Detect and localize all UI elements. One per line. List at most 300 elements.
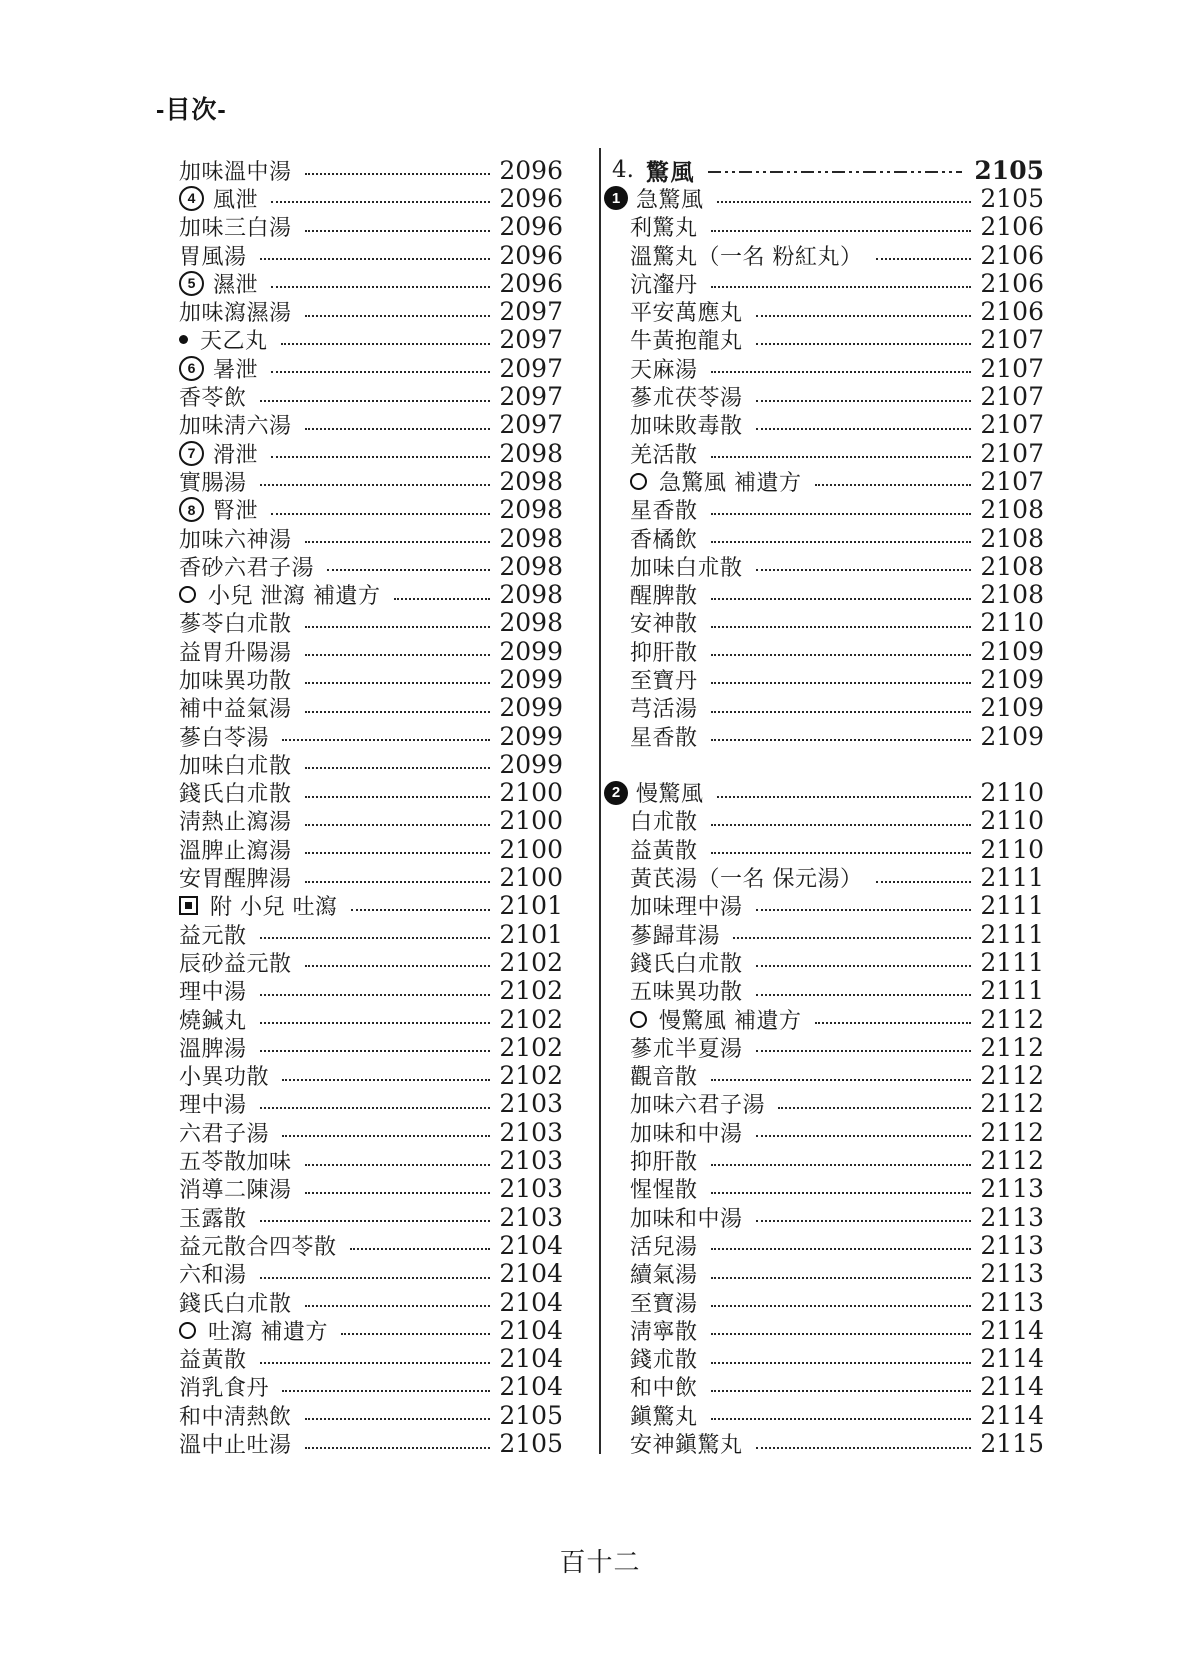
entry-title: 加味異功散 [179,669,292,694]
page-number: 2112 [980,1089,1044,1119]
toc-entry [179,269,563,297]
page-number: 2114 [980,1372,1044,1402]
entry-title: 加味白朮散 [179,753,292,779]
dot-leader [305,1164,491,1166]
section-page-number: 2105 [974,155,1044,185]
page-number: 2110 [980,778,1044,808]
page-number: 2107 [980,466,1044,496]
dot-leader [711,739,972,741]
toc-entry [179,213,563,241]
toc-entry [604,1288,1044,1316]
page-number: 2106 [980,212,1044,242]
entry-title: 加味敗毒散 [630,414,743,440]
ring-icon [630,1011,647,1028]
page-number: 2104 [499,1344,563,1374]
page-number: 2108 [980,551,1044,581]
toc-entry [604,552,1044,580]
page-number: 2102 [499,976,563,1006]
page-number: 2096 [499,183,563,213]
dot-leader [305,230,491,232]
entry-title: 消乳食丹 [179,1376,270,1402]
toc-entry [179,580,563,608]
entry-title: 加味淸六湯 [179,414,292,440]
square-icon [179,896,198,915]
entry-title: 理中湯 [179,980,247,1006]
entry-title: 平安萬應丸 [630,301,743,327]
toc-entry [179,524,563,552]
page-number: 2100 [499,778,563,808]
dot-leader [305,965,491,967]
page-number: 2104 [499,1259,563,1289]
dot-leader [756,400,972,402]
dot-leader [282,739,490,741]
page-number: 2108 [980,523,1044,553]
entry-title: 錢氏白朮散 [179,1291,292,1317]
dot-leader [260,1220,491,1222]
page-number: 2099 [499,665,563,694]
entry-title: 加味六神湯 [179,527,292,553]
entry-title: 慢驚風 [636,782,704,808]
page-number: 2104 [499,1372,563,1402]
page-number: 2114 [980,1315,1044,1345]
toc-entry [604,467,1044,495]
dot-leader [351,909,491,911]
entry-title: 加味六君子湯 [630,1093,766,1119]
entry-title: 吐瀉 補遺方 [208,1319,328,1345]
circled-number-icon: 7 [179,441,204,466]
dot-leader [717,201,972,203]
page-number: 2098 [499,523,563,553]
folio-page-number: 百十二 [559,1548,641,1578]
dot-leader [305,1305,491,1307]
entry-title: 溫脾湯 [179,1036,247,1062]
page-number: 2099 [499,693,563,723]
dot-leader [711,824,972,826]
entry-title: 蔘苓白朮散 [179,612,292,638]
toc-entry [604,977,1044,1005]
dot-leader [271,456,490,458]
dot-leader [756,1447,972,1449]
ring-icon [179,1322,196,1339]
page-number: 2109 [980,693,1044,723]
page-number: 2102 [499,1004,563,1034]
toc-entry [179,1175,563,1203]
toc-entry [604,1373,1044,1401]
page-number: 2103 [499,1174,563,1204]
entry-title: 六和湯 [179,1263,247,1289]
dot-leader [711,1164,972,1166]
toc-entry [604,411,1044,439]
dot-leader [260,1022,491,1024]
page-number: 2106 [980,268,1044,298]
toc-entry [604,807,1044,835]
entry-title: 五苓散加味 [179,1150,292,1176]
page-number: 2111 [980,976,1044,1006]
dot-leader [281,343,491,345]
entry-title: 加味理中湯 [630,895,743,921]
dot-leader [711,1192,972,1194]
entry-title: 暑泄 [213,357,259,383]
toc-entry [179,1401,563,1429]
toc-entry [179,722,563,750]
page-number: 2097 [499,325,563,355]
dot-leader [711,1248,972,1250]
dot-leader [271,286,490,288]
dot-leader [282,1135,490,1137]
dot-leader [815,1022,972,1024]
toc-entry [179,920,563,948]
dot-leader [260,1362,491,1364]
entry-title: 天乙丸 [200,329,268,355]
dot-leader [756,428,972,430]
dot-leader [733,937,971,939]
toc-entry [179,835,563,863]
page-number: 2099 [499,749,563,779]
page-number: 2101 [499,919,563,949]
toc-right-column [604,156,1044,1458]
toc-entry [604,1118,1044,1146]
entry-title: 香苓飲 [179,386,247,412]
page-number: 2097 [499,410,563,440]
page-number: 2115 [980,1429,1044,1459]
dot-leader [711,541,972,543]
toc-entry [604,835,1044,863]
entry-title: 加味和中湯 [630,1206,743,1232]
ring-icon [630,473,647,490]
entry-title: 附 小兒 吐瀉 [210,895,338,921]
dot-leader [305,626,491,628]
entry-title: 安胃醒脾湯 [179,867,292,893]
dot-leader [711,1418,972,1420]
toc-entry [179,1231,563,1259]
bullet-icon [179,335,188,344]
entry-title: 觀音散 [630,1065,698,1091]
entry-title: 香砂六君子湯 [179,555,315,581]
page-number: 2096 [499,240,563,270]
entry-title: 益胃升陽湯 [179,640,292,666]
toc-entry [604,524,1044,552]
entry-title: 小兒 泄瀉 補遺方 [208,584,381,610]
toc-entry [604,665,1044,693]
page-number: 2110 [980,806,1044,836]
dot-leader [876,881,972,883]
dot-leader [394,598,491,600]
entry-title: 安神鎭驚丸 [630,1433,743,1459]
page-number: 2104 [499,1287,563,1317]
page-number: 2099 [499,721,563,751]
toc-entry [179,552,563,580]
toc-entry [604,722,1044,750]
toc-entry [179,1118,563,1146]
toc-entry [179,382,563,410]
toc-entry [604,439,1044,467]
entry-title: 活兒湯 [630,1234,698,1260]
dot-leader [305,881,491,883]
page-number: 2109 [980,665,1044,694]
page-number: 2103 [499,1146,563,1176]
dot-leader [711,1305,972,1307]
page-number: 2112 [980,1061,1044,1091]
dot-leader [711,711,972,713]
toc-entry [604,382,1044,410]
entry-title: 沆瀣丹 [630,272,698,298]
page-number: 2106 [980,297,1044,327]
entry-title: 腎泄 [213,499,259,525]
entry-title: 淸熱止瀉湯 [179,810,292,836]
entry-title: 加味和中湯 [630,1121,743,1147]
entry-title: 星香散 [630,499,698,525]
page-number: 2107 [980,353,1044,383]
section-number: 4. [612,157,634,184]
entry-title: 溫中止吐湯 [179,1433,292,1459]
entry-title: 蔘朮茯苓湯 [630,386,743,412]
page-number: 2102 [499,1032,563,1062]
page-number: 2112 [980,1117,1044,1147]
dot-leader [271,371,490,373]
toc-entry [179,1373,563,1401]
entry-title: 安神散 [630,612,698,638]
page-number: 2107 [980,410,1044,440]
dot-leader [305,796,491,798]
entry-title: 牛黃抱龍丸 [630,329,743,355]
toc-entry [604,609,1044,637]
page-number: 2113 [980,1174,1044,1204]
entry-title: 胃風湯 [179,244,247,270]
page-number: 2112 [980,1146,1044,1176]
dot-leader [756,965,972,967]
entry-title: 風泄 [213,187,259,213]
page-number: 2100 [499,806,563,836]
dot-leader [756,1135,972,1137]
filled-circle-number-icon: 2 [604,781,628,805]
toc-entry [179,411,563,439]
dot-leader [305,682,491,684]
page-number: 2102 [499,947,563,977]
dot-leader [305,654,491,656]
page-number: 2108 [980,495,1044,525]
entry-title: 星香散 [630,725,698,751]
toc-entry [604,1316,1044,1344]
toc-entry [604,297,1044,325]
page-number: 2108 [980,580,1044,610]
dot-leader [305,711,491,713]
entry-title: 實腸湯 [179,470,247,496]
entry-title: 淸寧散 [630,1319,698,1345]
page-number: 2105 [499,1429,563,1459]
dot-leader [305,767,491,769]
entry-title: 溫脾止瀉湯 [179,838,292,864]
entry-title: 六君子湯 [179,1121,270,1147]
page-number: 2113 [980,1202,1044,1232]
dot-leader [305,1418,491,1420]
entry-title: 加味三白湯 [179,216,292,242]
dot-leader [260,1050,491,1052]
page-number: 2100 [499,863,563,893]
entry-title: 蔘歸茸湯 [630,923,721,949]
entry-title: 濕泄 [213,272,259,298]
page-number: 2113 [980,1259,1044,1289]
toc-entry [179,1005,563,1033]
toc-entry [179,1344,563,1372]
page-number: 2102 [499,1061,563,1091]
page-number: 2105 [499,1400,563,1430]
entry-title: 鎭驚丸 [630,1404,698,1430]
dot-leader [756,569,972,571]
entry-title: 滑泄 [213,442,259,468]
page-number: 2104 [499,1315,563,1345]
toc-entry [179,1203,563,1231]
page-number: 2104 [499,1230,563,1260]
page-number: 2110 [980,834,1044,864]
entry-title: 益元散合四苓散 [179,1234,337,1260]
toc-entry [604,1260,1044,1288]
dot-leader [711,598,972,600]
page-number: 2106 [980,240,1044,270]
dot-leader [756,315,972,317]
entry-title: 五味異功散 [630,980,743,1006]
entry-title: 急驚風 補遺方 [659,470,802,496]
entry-title: 羌活散 [630,442,698,468]
toc-entry [604,863,1044,891]
toc-entry [179,863,563,891]
entry-title: 玉露散 [179,1206,247,1232]
toc-entry [604,496,1044,524]
page-number: 2111 [980,891,1044,921]
dot-leader [305,852,491,854]
toc-entry [179,750,563,778]
entry-title: 益黃散 [630,838,698,864]
page-number: 2101 [499,891,563,921]
page-number: 2103 [499,1089,563,1119]
entry-title: 和中淸熱飲 [179,1404,292,1430]
dot-leader [260,937,491,939]
dot-leader [756,1220,972,1222]
entry-title: 黃芪湯（一名 保元湯） [630,867,863,893]
dot-leader [305,315,491,317]
page-number: 2113 [980,1287,1044,1317]
dot-leader [778,1107,971,1109]
toc-entry [179,1090,563,1118]
page-number: 2098 [499,438,563,468]
toc-entry [604,920,1044,948]
dot-leader [717,796,972,798]
toc-entry [604,354,1044,382]
dot-leader [305,428,491,430]
toc-entry [179,496,563,524]
dot-leader [876,258,972,260]
dot-leader [711,1079,972,1081]
page-title: -目次- [156,96,227,124]
toc-entry [179,1146,563,1174]
dot-leader [341,1333,490,1335]
dot-leader [711,286,972,288]
dot-leader [711,682,972,684]
entry-title: 香橘飲 [630,527,698,553]
entry-title: 續氣湯 [630,1263,698,1289]
page-number: 2109 [980,721,1044,751]
dot-leader [756,994,972,996]
toc-entry [179,297,563,325]
page-number: 2098 [499,495,563,525]
dot-leader [711,852,972,854]
entry-title: 加味瀉濕湯 [179,301,292,327]
dot-leader [305,1192,491,1194]
dot-leader [305,541,491,543]
dot-leader [260,400,491,402]
dot-leader [305,1447,491,1449]
entry-title: 錢氏白朮散 [630,951,743,977]
dot-leader [711,1362,972,1364]
toc-entry [604,213,1044,241]
toc-entry [604,1429,1044,1457]
dot-leader [260,258,491,260]
entry-title: 醒脾散 [630,584,698,610]
toc-entry [179,637,563,665]
entry-title: 益黃散 [179,1348,247,1374]
toc-entry [179,241,563,269]
dot-leader [756,909,972,911]
toc-spacer [604,750,1044,778]
entry-title: 加味溫中湯 [179,159,292,185]
entry-title: 惺惺散 [630,1178,698,1204]
entry-title: 和中飲 [630,1376,698,1402]
ring-icon [179,586,196,603]
toc-entry [604,241,1044,269]
entry-title: 白朮散 [630,810,698,836]
section-header [604,156,1044,184]
entry-title: 小異功散 [179,1065,270,1091]
toc-entry [179,779,563,807]
toc-entry [604,1203,1044,1231]
page-number: 2109 [980,636,1044,666]
toc-entry [179,1062,563,1090]
toc-entry [604,1175,1044,1203]
dashdot-leader [708,171,962,173]
page-number: 2099 [499,636,563,666]
dot-leader [327,569,490,571]
page-number: 2110 [980,608,1044,638]
entry-title: 理中湯 [179,1093,247,1119]
toc-entry [179,1316,563,1344]
toc-entry [604,1033,1044,1061]
page-number: 2100 [499,834,563,864]
toc-entry [179,467,563,495]
page-number: 2107 [980,382,1044,412]
toc-entry [604,637,1044,665]
entry-title: 益元散 [179,923,247,949]
toc-entry [179,609,563,637]
toc-entry [604,326,1044,354]
page-number: 2114 [980,1400,1044,1430]
page-number: 2096 [499,155,563,185]
dot-leader [711,1277,972,1279]
toc-entry [179,892,563,920]
toc-entry [179,354,563,382]
entry-title: 溫驚丸（一名 粉紅丸） [630,244,863,270]
dot-leader [711,1333,972,1335]
toc-entry [179,184,563,212]
page-number: 2098 [499,608,563,638]
page-number: 2111 [980,947,1044,977]
dot-leader [711,371,972,373]
toc-entry [604,694,1044,722]
entry-title: 抑肝散 [630,1150,698,1176]
page-number: 2098 [499,580,563,610]
toc-left-column [179,156,563,1458]
toc-entry [604,1231,1044,1259]
entry-title: 消導二陳湯 [179,1178,292,1204]
entry-title: 錢朮散 [630,1348,698,1374]
